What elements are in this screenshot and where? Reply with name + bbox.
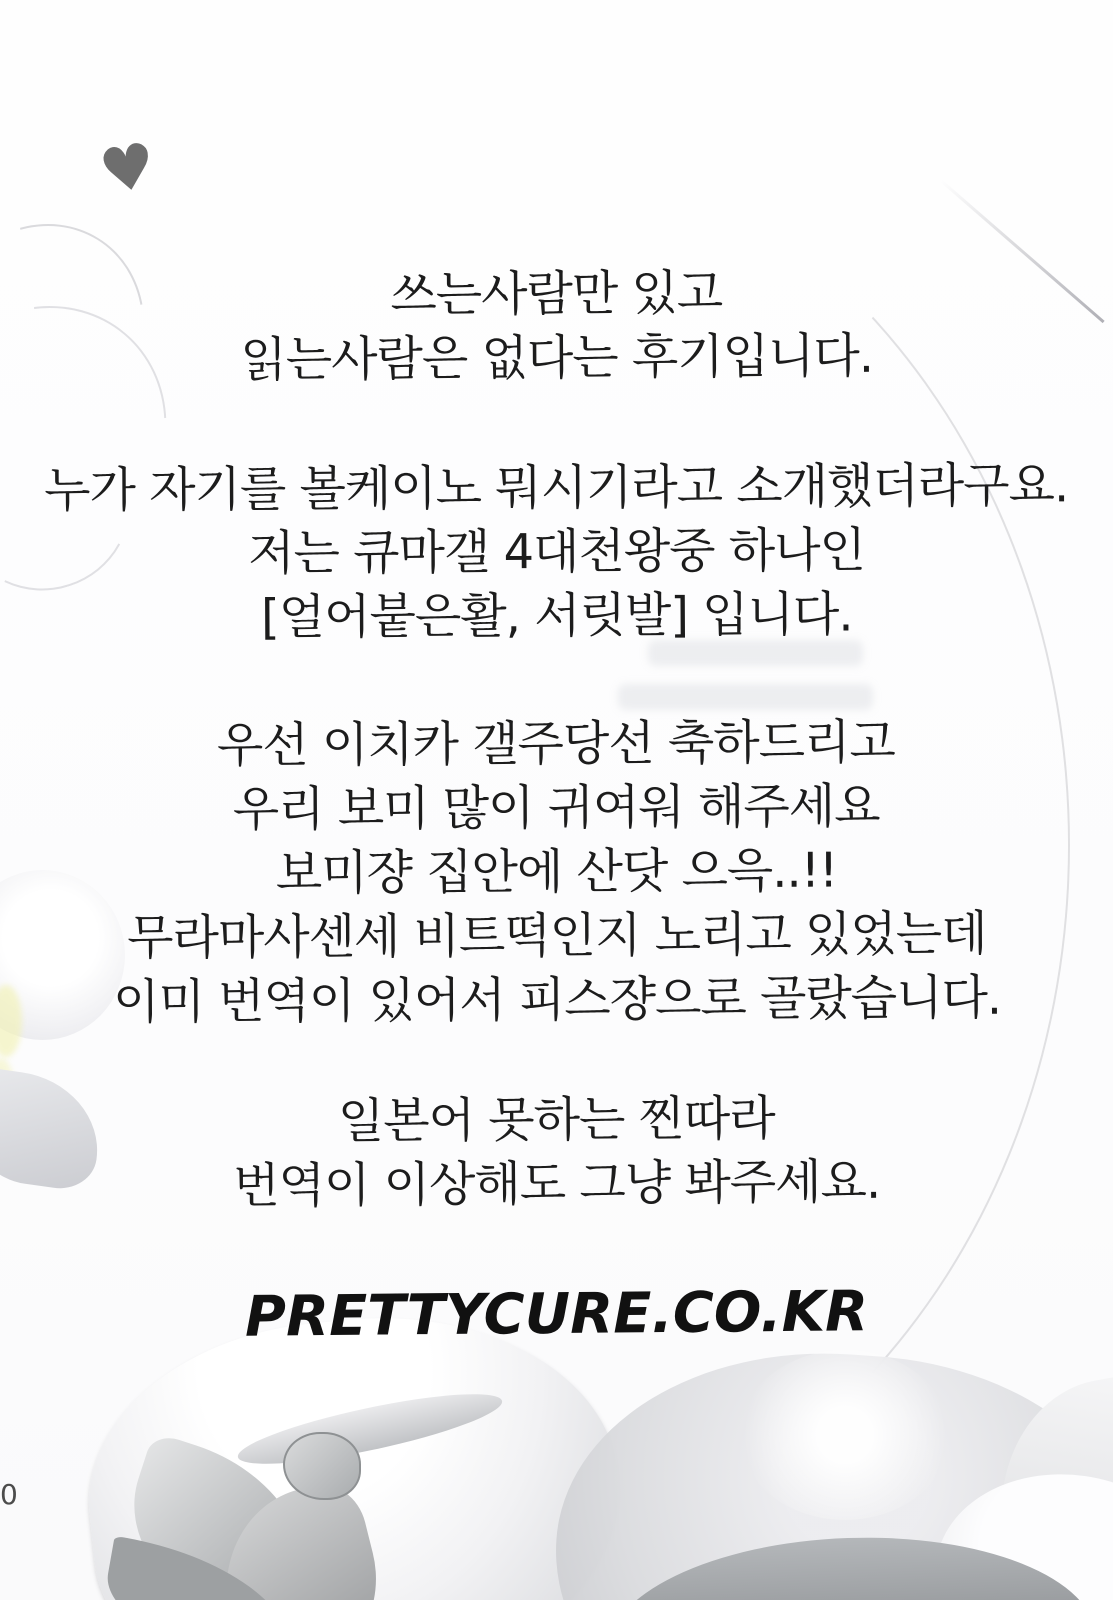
afterword-line: 일본어 못하는 찐따라 <box>337 1090 775 1150</box>
afterword-line: 이미 번역이 있어서 피스쟝으로 골랐습니다. <box>113 969 1002 1031</box>
afterword-line: 우리 보미 많이 귀여워 해주세요 <box>232 778 880 838</box>
afterword-line: 우선 이치카 갤주당선 축하드리고 <box>216 714 895 774</box>
veil-highlight <box>740 1350 950 1520</box>
afterword-line: 번역이 이상해도 그냥 봐주세요. <box>233 1153 881 1215</box>
afterword-line: 누가 자기를 볼케이노 뭐시기라고 소개했더라구요. <box>44 457 1069 519</box>
ink-bleedthrough <box>618 684 873 710</box>
afterword-line: 무라마사센세 비트떡인지 노리고 있었는데 <box>126 905 987 967</box>
afterword-paragraph <box>0 709 1113 1035</box>
afterword-line: 읽는사람은 없다는 후기입니다. <box>240 327 874 389</box>
afterword-paragraph <box>0 453 1113 651</box>
afterword-line: 저는 큐마갤 4대천왕중 하나인 <box>247 522 866 582</box>
afterword-line: 쓰는사람만 있고 <box>390 264 723 324</box>
ribbon-bow-knot <box>283 1432 361 1500</box>
afterword-paragraph <box>0 258 1113 394</box>
heart-icon: ♥ <box>93 127 162 210</box>
afterword-line: 보미쟝 집안에 산닷 으윽..!! <box>275 842 838 902</box>
afterword-line: [얼어붙은활, 서릿발] 입니다. <box>260 586 853 646</box>
website-url: PRETTYCURE.CO.KR <box>244 1279 869 1350</box>
afterword-paragraph <box>0 1084 1113 1220</box>
page-number: 0 <box>0 1478 18 1511</box>
